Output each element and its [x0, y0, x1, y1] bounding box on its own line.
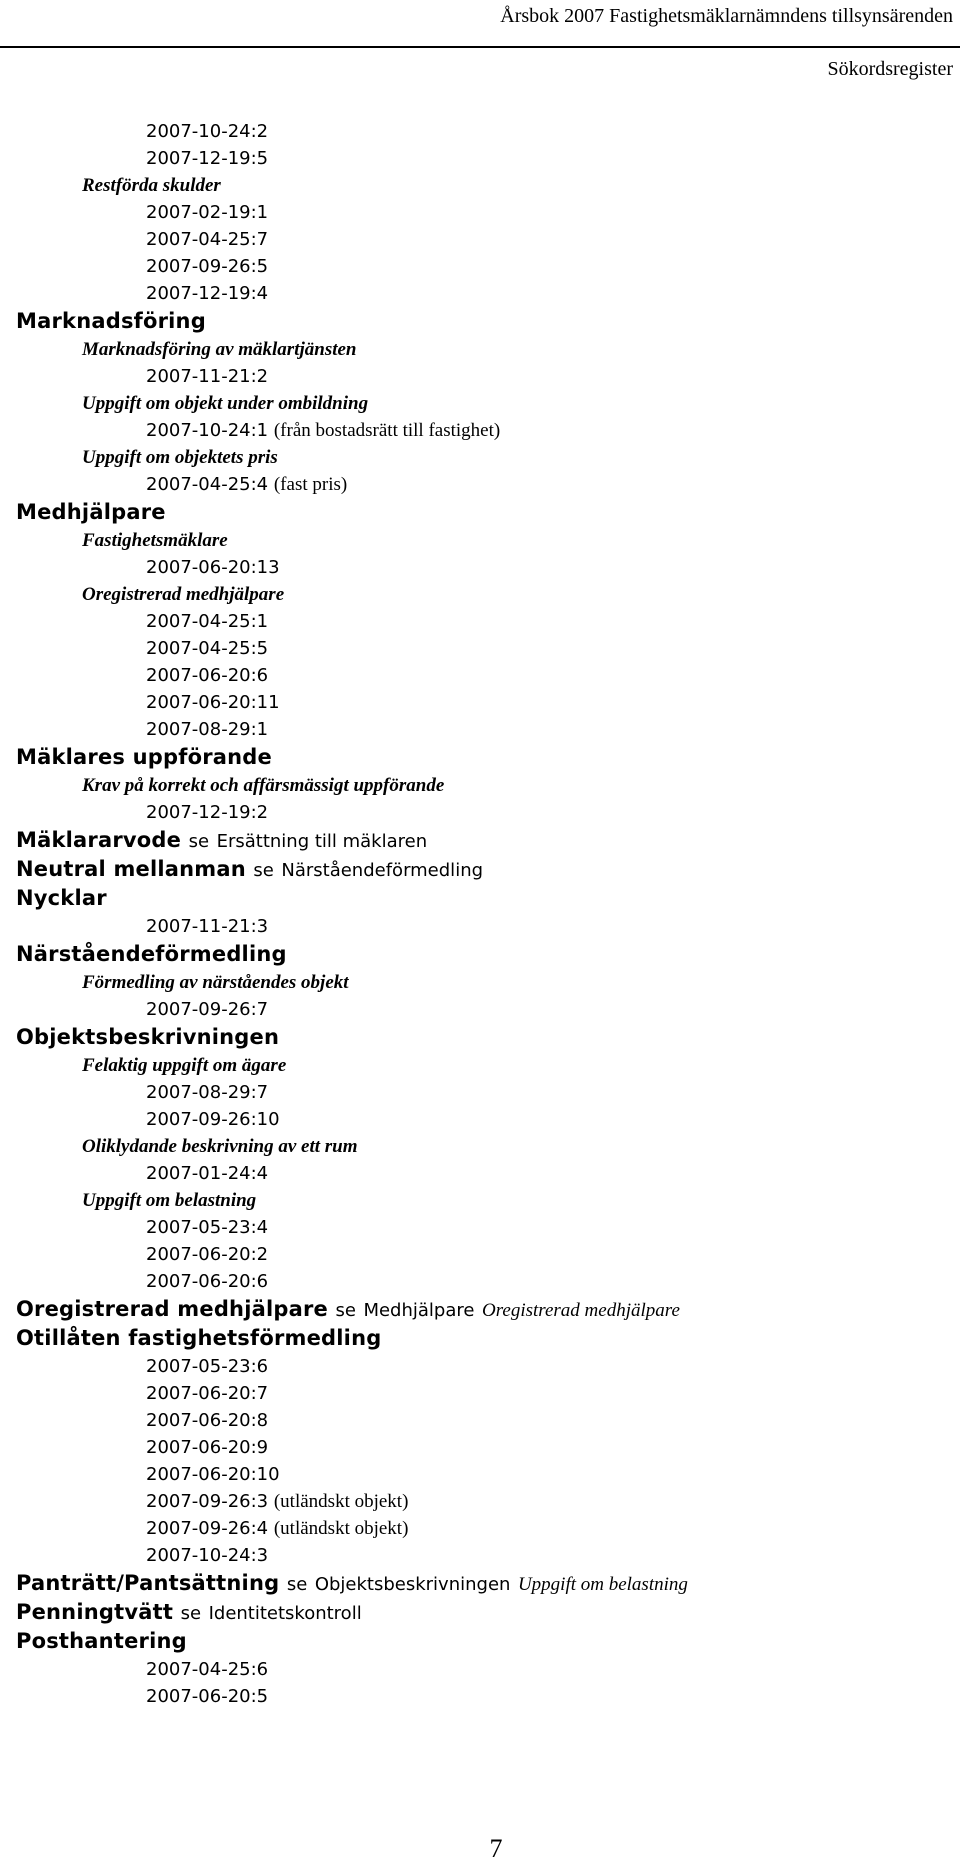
index-subheading: Förmedling av närståendes objekt [82, 972, 349, 993]
case-reference [16, 1434, 960, 1461]
case-reference [16, 996, 960, 1023]
index-heading [16, 743, 960, 772]
case-reference [16, 1683, 960, 1710]
header-rule [0, 46, 960, 48]
case-number: 2007-09-26:4 [146, 1518, 269, 1539]
case-note: (utländskt objekt) [273, 1491, 409, 1512]
index-subheading: Uppgift om objekt under ombildning [82, 393, 369, 414]
case-reference [16, 913, 960, 940]
case-reference [16, 1214, 960, 1241]
case-number: 2007-06-20:6 [146, 1271, 269, 1292]
see-word: se [188, 831, 210, 852]
heading-term: Oregistrerad medhjälpare [16, 1297, 328, 1321]
case-reference [16, 1353, 960, 1380]
case-reference [16, 253, 960, 280]
heading-term: Marknadsföring [16, 309, 206, 333]
index-subheading: Uppgift om objektets pris [82, 447, 278, 468]
case-number: 2007-06-20:7 [146, 1383, 269, 1404]
case-number: 2007-10-24:3 [146, 1545, 269, 1566]
heading-term: Panträtt/Pantsättning [16, 1571, 280, 1595]
case-reference [16, 635, 960, 662]
see-word: se [286, 1574, 308, 1595]
case-reference [16, 1488, 960, 1515]
case-number: 2007-06-20:10 [146, 1464, 280, 1485]
case-note: (från bostadsrätt till fastighet) [273, 420, 501, 441]
case-number: 2007-05-23:4 [146, 1217, 269, 1238]
case-reference [16, 280, 960, 307]
case-number: 2007-06-20:6 [146, 665, 269, 686]
index-heading [16, 884, 960, 913]
heading-term: Neutral mellanman [16, 857, 246, 881]
case-number: 2007-06-20:2 [146, 1244, 269, 1265]
heading-term: Medhjälpare [16, 500, 166, 524]
index-heading [16, 1627, 960, 1656]
case-number: 2007-09-26:5 [146, 256, 269, 277]
case-number: 2007-04-25:5 [146, 638, 269, 659]
case-reference [16, 554, 960, 581]
see-reference: Objektsbeskrivningen [314, 1574, 511, 1595]
see-reference: Närståendeförmedling [281, 860, 484, 881]
index-heading [16, 1023, 960, 1052]
see-reference: Identitetskontroll [208, 1603, 362, 1624]
index-subheading: Oregistrerad medhjälpare [82, 584, 285, 605]
case-number: 2007-09-26:7 [146, 999, 269, 1020]
case-reference [16, 799, 960, 826]
heading-term: Närståendeförmedling [16, 942, 287, 966]
case-reference [16, 363, 960, 390]
heading-term: Posthantering [16, 1629, 187, 1653]
index-subheading: Felaktig uppgift om ägare [82, 1055, 287, 1076]
index-heading [16, 307, 960, 336]
page-number: 7 [489, 1834, 503, 1863]
heading-term: Mäklares uppförande [16, 745, 272, 769]
heading-term: Objektsbeskrivningen [16, 1025, 280, 1049]
index-subheading: Uppgift om belastning [82, 1190, 257, 1211]
case-number: 2007-06-20:13 [146, 557, 280, 578]
case-number: 2007-11-21:2 [146, 366, 269, 387]
case-reference [16, 471, 960, 498]
case-reference [16, 417, 960, 444]
heading-term: Nycklar [16, 886, 107, 910]
see-subreference: Oregistrerad medhjälpare [481, 1300, 680, 1321]
index-heading [16, 1295, 960, 1324]
keyword-index [16, 118, 960, 1710]
index-subheading: Krav på korrekt och affärsmässigt uppförande [82, 775, 445, 796]
heading-term: Penningtvätt [16, 1600, 174, 1624]
case-number: 2007-10-24:2 [146, 121, 269, 142]
index-heading [16, 1324, 960, 1353]
case-reference [16, 226, 960, 253]
case-number: 2007-11-21:3 [146, 916, 269, 937]
case-reference [16, 1241, 960, 1268]
case-number: 2007-08-29:7 [146, 1082, 269, 1103]
index-heading [16, 1569, 960, 1598]
see-word: se [180, 1603, 202, 1624]
see-subreference: Uppgift om belastning [517, 1574, 688, 1595]
case-number: 2007-06-20:5 [146, 1686, 269, 1707]
case-reference [16, 1079, 960, 1106]
case-reference [16, 1268, 960, 1295]
case-reference [16, 662, 960, 689]
index-heading [16, 855, 960, 884]
heading-term: Mäklararvode [16, 828, 182, 852]
case-number: 2007-08-29:1 [146, 719, 269, 740]
case-number: 2007-06-20:11 [146, 692, 280, 713]
case-number: 2007-05-23:6 [146, 1356, 269, 1377]
case-reference [16, 118, 960, 145]
index-heading [16, 826, 960, 855]
see-reference: Medhjälpare [363, 1300, 475, 1321]
case-number: 2007-06-20:8 [146, 1410, 269, 1431]
see-word: se [335, 1300, 356, 1321]
index-heading [16, 940, 960, 969]
case-number: 2007-04-25:4 [146, 474, 269, 495]
index-subheading: Oliklydande beskrivning av ett rum [82, 1136, 358, 1157]
see-reference: Ersättning till mäklaren [216, 831, 428, 852]
section-label: Sökordsregister [827, 58, 953, 80]
case-number: 2007-10-24:1 [146, 420, 269, 441]
case-number: 2007-12-19:4 [146, 283, 269, 304]
case-reference [16, 1380, 960, 1407]
case-number: 2007-09-26:3 [146, 1491, 269, 1512]
case-reference [16, 1515, 960, 1542]
heading-term: Otillåten fastighetsförmedling [16, 1326, 382, 1350]
index-subheading: Restförda skulder [82, 175, 221, 196]
case-number: 2007-12-19:5 [146, 148, 269, 169]
case-reference [16, 199, 960, 226]
case-reference [16, 1407, 960, 1434]
case-reference [16, 608, 960, 635]
case-number: 2007-04-25:6 [146, 1659, 269, 1680]
case-note: (utländskt objekt) [273, 1518, 409, 1539]
case-number: 2007-09-26:10 [146, 1109, 280, 1130]
case-number: 2007-01-24:4 [146, 1163, 269, 1184]
case-number: 2007-04-25:7 [146, 229, 269, 250]
case-reference [16, 1160, 960, 1187]
case-note: (fast pris) [273, 474, 348, 495]
index-subheading: Marknadsföring av mäklartjänsten [82, 339, 357, 360]
index-heading [16, 1598, 960, 1627]
see-word: se [253, 860, 274, 881]
case-reference [16, 716, 960, 743]
case-number: 2007-04-25:1 [146, 611, 269, 632]
running-header-title: Årsbok 2007 Fastighetsmäklarnämndens tillsynsärenden [500, 5, 953, 27]
case-reference [16, 1461, 960, 1488]
case-number: 2007-12-19:2 [146, 802, 269, 823]
case-number: 2007-02-19:1 [146, 202, 269, 223]
index-heading [16, 498, 960, 527]
case-reference [16, 1542, 960, 1569]
case-reference [16, 145, 960, 172]
case-reference [16, 1106, 960, 1133]
case-reference [16, 689, 960, 716]
case-number: 2007-06-20:9 [146, 1437, 269, 1458]
case-reference [16, 1656, 960, 1683]
index-subheading: Fastighetsmäklare [82, 530, 228, 551]
